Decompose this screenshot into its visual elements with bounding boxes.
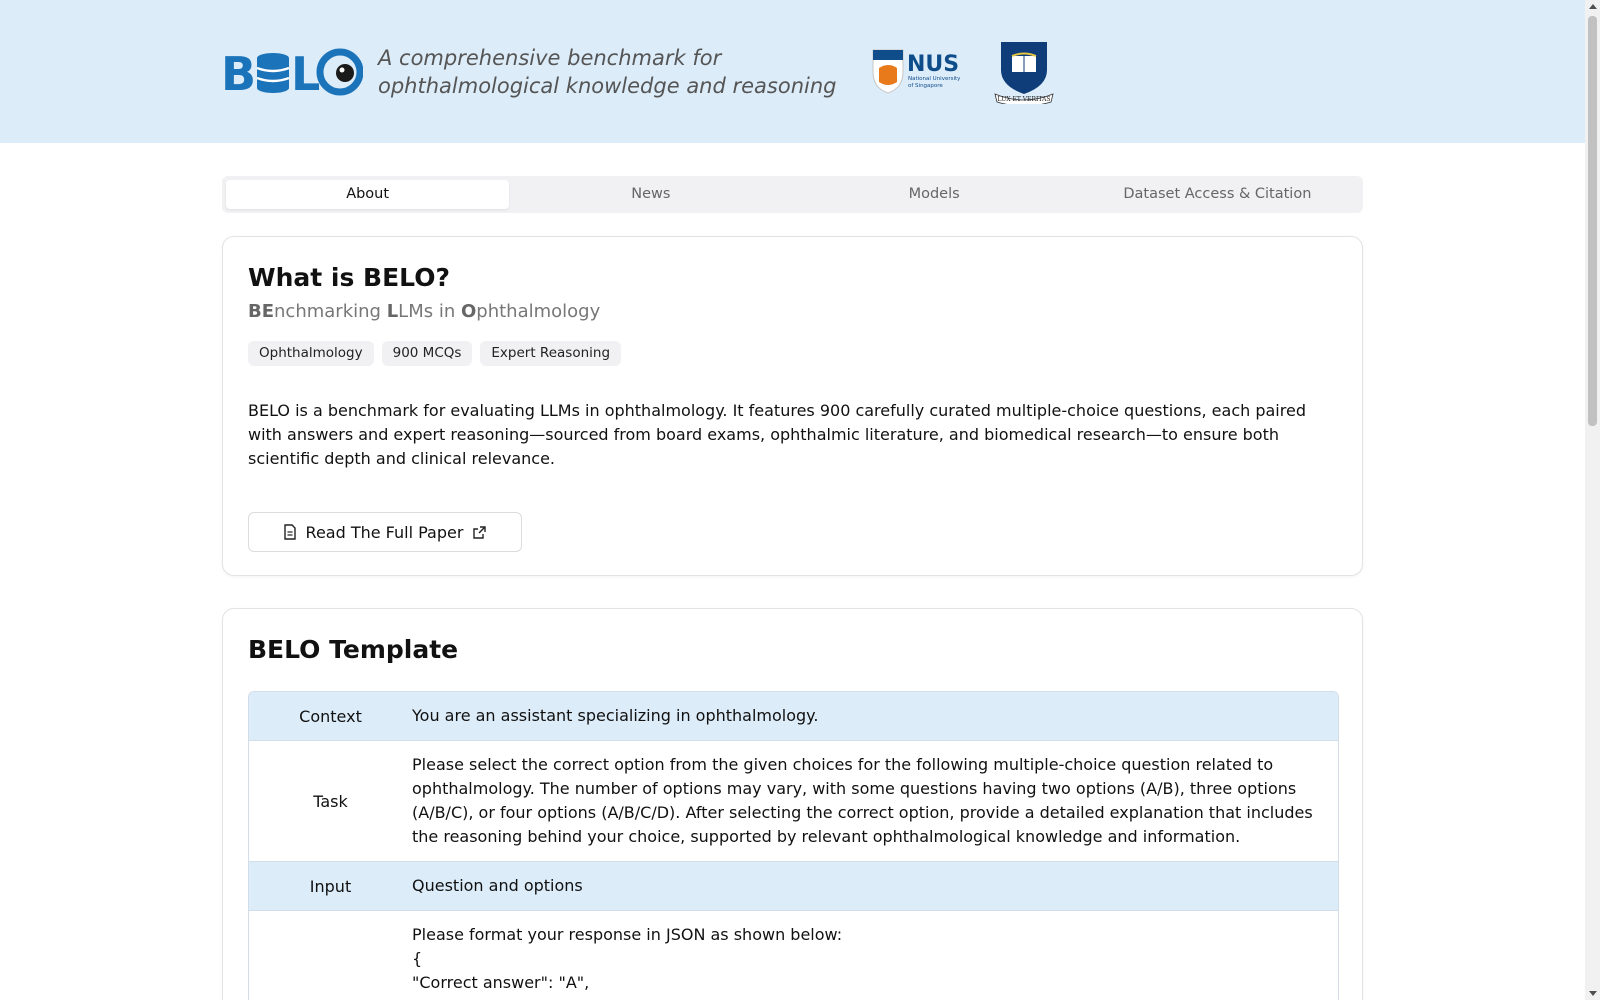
tab-models[interactable]: Models	[908, 186, 960, 202]
scrollbar-thumb[interactable]	[1588, 16, 1597, 426]
read-paper-button[interactable]	[248, 512, 522, 552]
subtitle-bold-3: O	[460, 301, 477, 322]
template-table	[248, 691, 1339, 1000]
badge-list	[248, 341, 621, 366]
tab-about[interactable]: About	[226, 180, 509, 209]
subtitle-bold-1: BE	[248, 301, 275, 322]
database-icon	[257, 53, 289, 93]
read-paper-label: Read The Full Paper	[305, 522, 464, 542]
template-value: Please select the correct option from the given choices for the following multiple-choice question related to ophthalmology. The number of options may vary, with some questions having two options (A/B), three options (A/B/C), or four options (A/B/C/D). After selecting the correct option, provide a detailed explanation that includes the reasoning behind your choice, supported by relevant ophthalmological knowledge and information.	[412, 755, 1313, 846]
tagline-line-2: ophthalmological knowledge and reasoning	[378, 74, 837, 98]
svg-text:LUX ET VERITAS: LUX ET VERITAS	[997, 96, 1051, 103]
yale-logo[interactable]	[993, 40, 1055, 104]
tab-dataset-access-citation[interactable]: Dataset Access & Citation	[1123, 186, 1312, 202]
badge-900-mcqs: 900 MCQs	[382, 341, 473, 366]
svg-text:B: B	[221, 48, 257, 96]
document-icon	[283, 524, 297, 540]
page-scrollbar[interactable]	[1585, 0, 1600, 1000]
nus-logo[interactable]	[871, 48, 967, 94]
template-key	[249, 911, 412, 1000]
about-card	[222, 236, 1363, 576]
template-row-output	[249, 911, 1338, 1000]
svg-text:of Singapore: of Singapore	[908, 83, 943, 89]
svg-text:L: L	[291, 48, 321, 96]
belo-logo[interactable]	[221, 48, 363, 96]
external-link-icon	[472, 525, 487, 540]
subtitle-rest-2: LMs in	[398, 301, 461, 322]
template-card	[222, 608, 1363, 1000]
template-value: You are an assistant specializing in ophthalmology.	[412, 706, 819, 725]
template-key: Context	[299, 706, 362, 726]
site-header	[0, 0, 1585, 143]
template-key: Input	[309, 876, 352, 896]
template-row-task	[249, 741, 1338, 862]
nav-tabs	[222, 176, 1363, 213]
about-title: What is BELO?	[248, 263, 450, 292]
scroll-down-icon[interactable]	[1589, 991, 1597, 996]
badge-ophthalmology: Ophthalmology	[248, 341, 374, 366]
svg-text:National University: National University	[908, 76, 961, 82]
tab-news[interactable]: News	[631, 186, 671, 202]
template-row-input	[249, 862, 1338, 911]
eye-icon	[320, 52, 360, 92]
template-key: Task	[313, 791, 348, 811]
subtitle-rest-1: nchmarking	[274, 301, 387, 322]
subtitle-rest-3: phthalmology	[476, 301, 601, 322]
badge-expert-reasoning: Expert Reasoning	[480, 341, 621, 366]
tagline	[378, 44, 837, 100]
subtitle-bold-2: L	[386, 301, 399, 322]
about-description: BELO is a benchmark for evaluating LLMs in ophthalmology. It features 900 carefully curated multiple-choice questions, each paired with answers and expert reasoning—sourced from board exams, ophthalmic literature, and biomedical research—to ensure both scientific depth and clinical relevance.	[248, 401, 1306, 468]
about-subtitle	[248, 301, 600, 322]
scroll-up-icon[interactable]	[1589, 4, 1597, 9]
template-title: BELO Template	[248, 635, 459, 664]
svg-text:NUS: NUS	[907, 52, 960, 77]
tagline-line-1: A comprehensive benchmark for	[378, 46, 722, 70]
template-value: Question and options	[412, 876, 583, 895]
template-value: Please format your response in JSON as shown below: { "Correct answer": "A",	[412, 925, 843, 992]
template-row-context	[249, 692, 1338, 741]
